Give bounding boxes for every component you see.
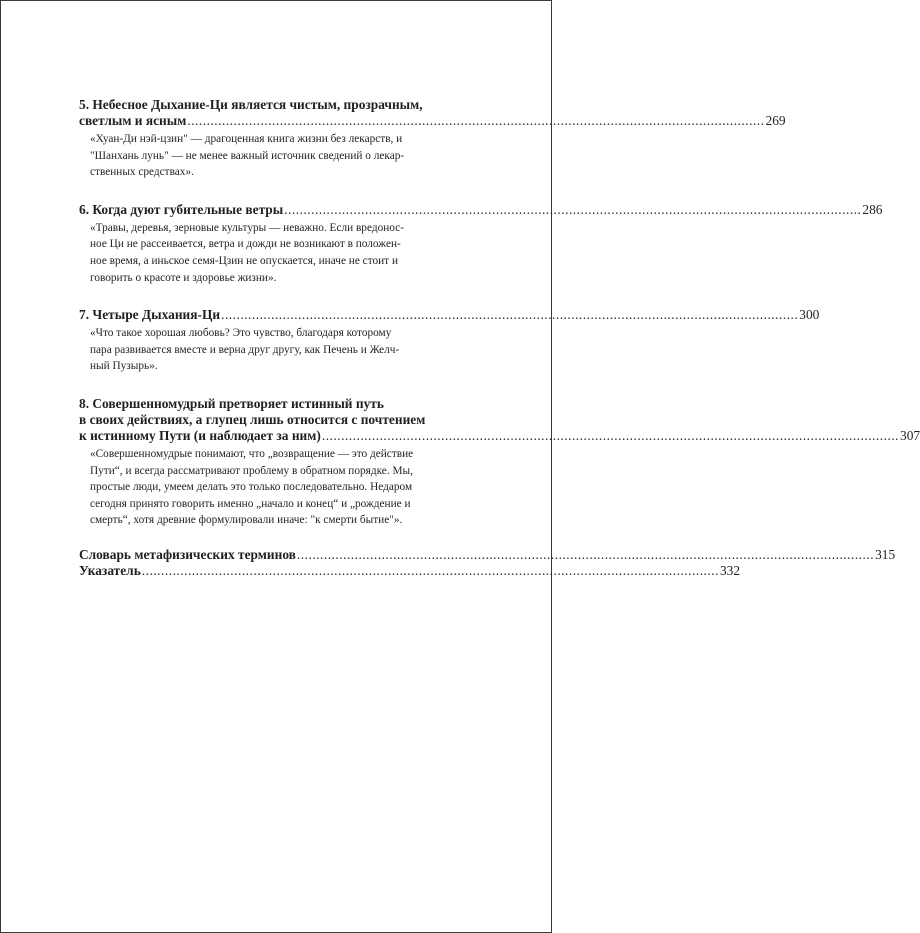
toc-entry-6[interactable] xyxy=(79,201,883,286)
dot-leader: ...................................................................................................................................................... xyxy=(141,562,719,578)
entry-heading-line: 8. Совершенномудрый претворяет истинный путь xyxy=(79,395,384,411)
description-line: ное Ци не рассеивается, ветра и дожди не возникают в положен- xyxy=(90,238,401,251)
description-line: ное время, а иньское семя-Цзин не опускается, иначе не стоит и xyxy=(90,254,398,267)
description-line: "Шанхань лунь" — не менее важный источник сведений о лекар- xyxy=(90,149,405,162)
table-of-contents xyxy=(79,97,920,579)
entry-title: Словарь метафизических терминов xyxy=(79,546,296,562)
entry-heading-line: в своих действиях, а глупец лишь относится с почтением xyxy=(79,411,426,427)
entry-title-line xyxy=(79,427,920,444)
description-line: «Совершенномудрые понимают, что „возвращение — это действие xyxy=(90,447,414,460)
entry-title: светлым и ясным xyxy=(79,113,187,128)
toc-entry-index[interactable] xyxy=(79,562,741,579)
toc-entry-7[interactable] xyxy=(79,307,820,375)
entry-title-line xyxy=(79,113,786,129)
page-number: 332 xyxy=(719,562,741,578)
entry-title: Указатель xyxy=(79,562,141,578)
dot-leader: ...................................................................................................................................................... xyxy=(284,201,862,217)
description-line: смерть“, хотя древние формулировали иначе: "к смерти бытие"». xyxy=(90,514,403,527)
page-number: 307 xyxy=(900,427,920,443)
description-line: «Хуан-Ди нэй-цзин" — драгоценная книга жизни без лекарств, и xyxy=(90,133,403,145)
description-line: ственных средствах». xyxy=(90,166,194,179)
entry-title: к истинному Пути (и наблюдает за ним) xyxy=(79,427,321,443)
description-line: говорить о красоте и здоровье жизни». xyxy=(90,271,277,284)
page-number: 315 xyxy=(875,546,896,562)
description-line: простые люди, умеем делать это только последовательно. Недаром xyxy=(90,481,413,494)
entry-description xyxy=(79,131,449,181)
page-number: 286 xyxy=(862,201,883,217)
description-line: «Травы, деревья, зерновые культуры — неважно. Если вредонос- xyxy=(90,221,404,234)
entry-description xyxy=(79,446,449,529)
entry-title-line xyxy=(79,307,820,323)
description-line: «Что такое хорошая любовь? Это чувство, благодаря которому xyxy=(90,327,392,340)
page-number: 300 xyxy=(799,307,820,323)
toc-entry-glossary[interactable] xyxy=(79,546,896,563)
entry-title: 6. Когда дуют губительные ветры xyxy=(79,201,284,217)
dot-leader: ...................................................................................................................................................... xyxy=(187,113,765,128)
description-line: сегодня принято говорить именно „начало и конец“ и „рождение и xyxy=(90,497,411,510)
dot-leader: ...................................................................................................................................................... xyxy=(296,546,875,562)
dot-leader: ...................................................................................................................................................... xyxy=(321,427,900,443)
entry-description xyxy=(79,325,449,375)
entry-title-line xyxy=(79,201,883,218)
appendix-entries xyxy=(79,546,896,579)
entry-description xyxy=(79,220,449,286)
entry-title: 7. Четыре Дыхания-Ци xyxy=(79,307,221,323)
description-line: Пути“, и всегда рассматривают проблему в обратном порядке. Мы, xyxy=(90,464,413,477)
toc-entry-8[interactable] xyxy=(79,395,920,529)
dot-leader: ...................................................................................................................................................... xyxy=(221,307,799,323)
description-line: ный Пузырь». xyxy=(90,360,158,373)
toc-entry-5[interactable] xyxy=(79,97,786,181)
page-number: 269 xyxy=(765,113,786,128)
description-line: пара развивается вместе и верна друг другу, как Печень и Желч- xyxy=(90,343,400,356)
entry-heading-line: 5. Небесное Дыхание-Ци является чистым, прозрачным, xyxy=(79,97,423,112)
